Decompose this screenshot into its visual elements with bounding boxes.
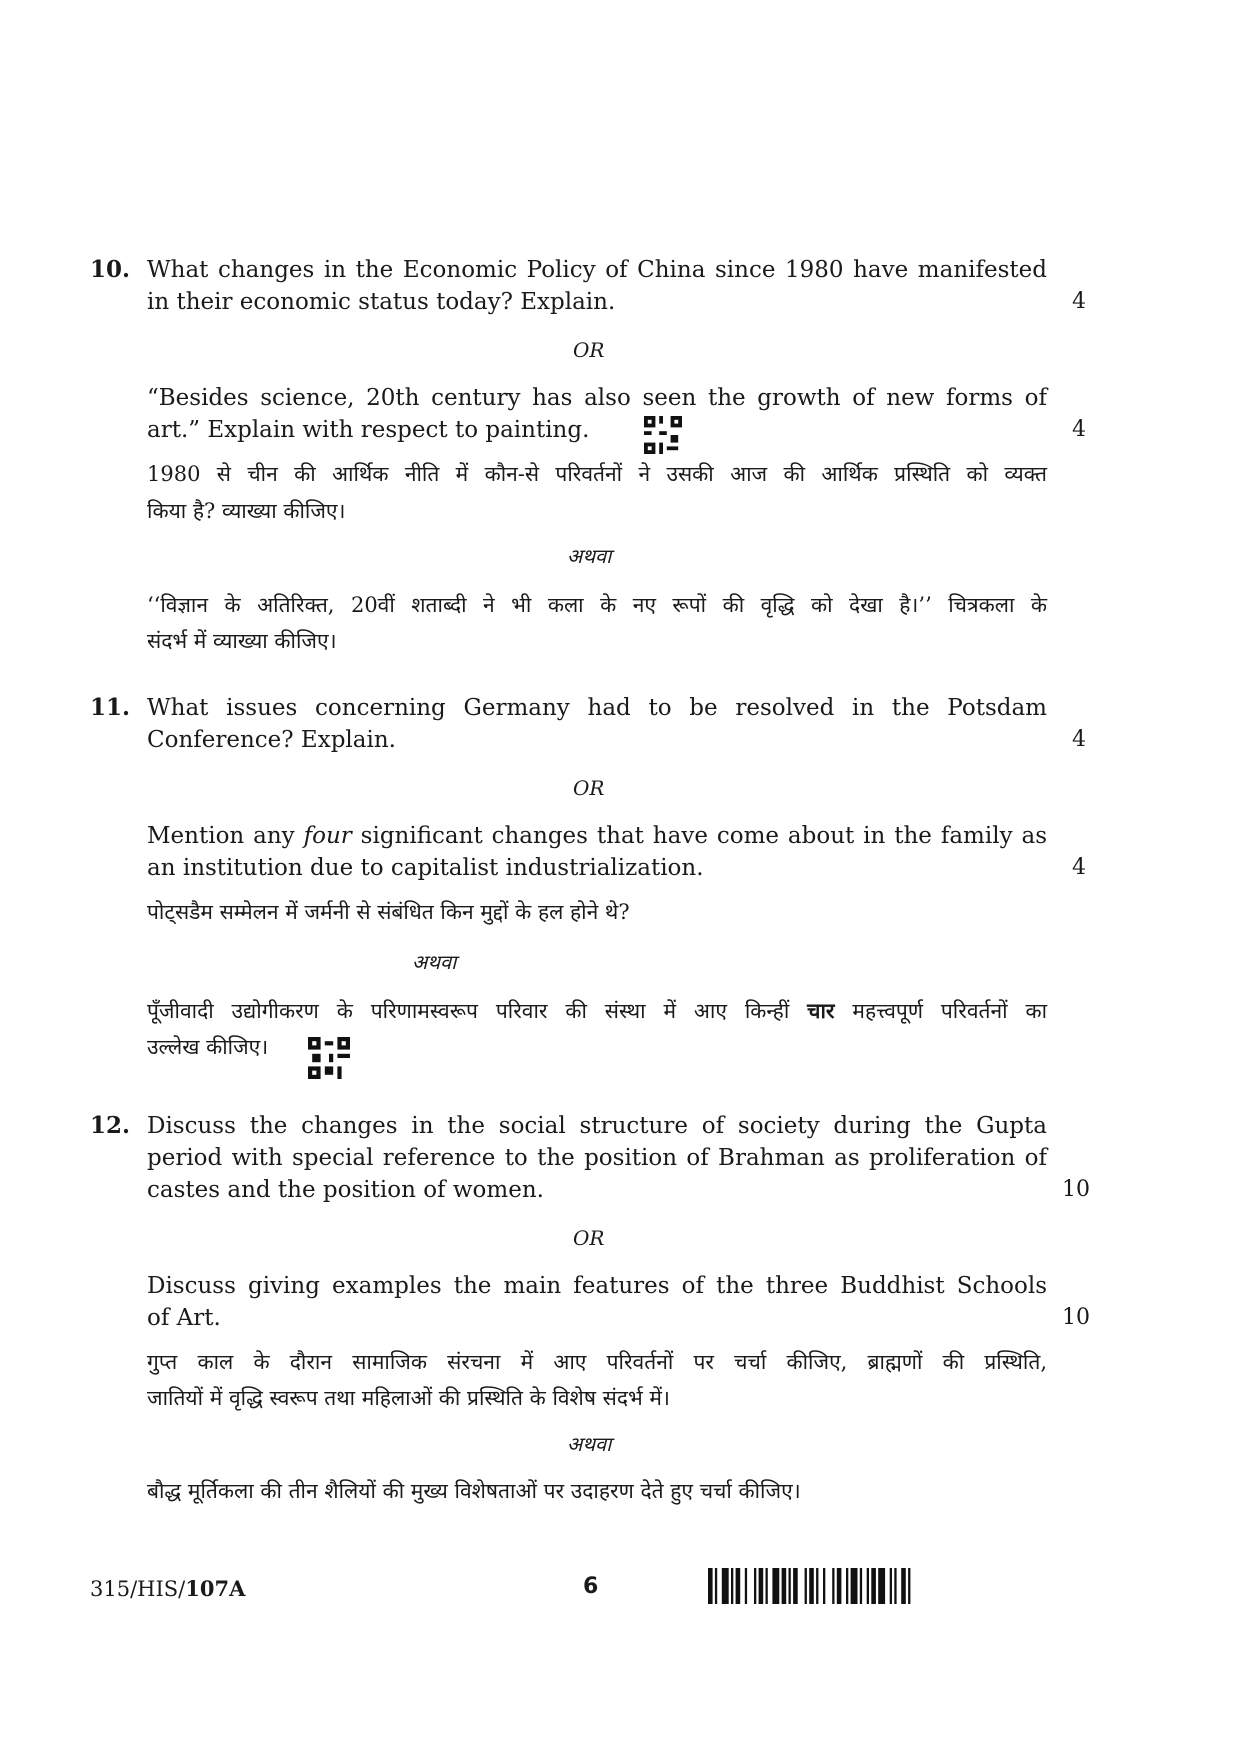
or-label-hindi: अथवा (567, 1432, 612, 1456)
barcode-bar (708, 1568, 713, 1604)
barcode-bar (823, 1568, 825, 1604)
alternative-text (147, 820, 1047, 852)
paper-code (90, 1576, 245, 1601)
hindi-text: 1980 से चीन की आर्थिक नीति में कौन-से परिवर्तनों ने उसकी आज की आर्थिक प्रस्थिति को व्यक्त (147, 462, 1047, 486)
hindi-text: जातियों में वृद्धि स्वरूप तथा महिलाओं की प्रस्थिति के विशेष संदर्भ में। (147, 1386, 670, 1410)
or-label: OR (573, 338, 605, 362)
barcode-bar (901, 1568, 906, 1604)
alternative-text: of Art. (147, 1305, 221, 1331)
barcode-bar (731, 1568, 733, 1604)
alternative-text-part: significant changes that have come about in the family as (351, 823, 1047, 849)
barcode-bar (782, 1568, 787, 1604)
question-text: Discuss the changes in the social structure of society during the Gupta (147, 1113, 1047, 1139)
barcode-bar (759, 1568, 764, 1604)
emphasis-text: four (303, 823, 352, 849)
bold-text: चार (807, 998, 835, 1023)
barcode-bar (832, 1568, 834, 1604)
paper-code-set: 107A (185, 1576, 246, 1601)
page-number: 6 (583, 1574, 599, 1599)
alternative-text-part: Mention any (147, 823, 304, 849)
barcode-bar (860, 1568, 862, 1604)
hindi-alternative-text (147, 995, 1047, 1027)
barcode-bar (736, 1568, 741, 1604)
alternative-text: Discuss giving examples the main features of the three Buddhist Schools (147, 1273, 1047, 1299)
barcode-icon (708, 1568, 998, 1604)
question-number: 10. (90, 256, 131, 283)
barcode-bar (793, 1568, 798, 1604)
question-text: Conference? Explain. (147, 727, 396, 753)
barcode-bar (766, 1568, 768, 1604)
barcode-bar (878, 1568, 885, 1604)
alternative-text: “Besides science, 20th century has also seen the growth of new forms of (147, 385, 1047, 411)
barcode-bar (789, 1568, 791, 1604)
hindi-alternative-text: संदर्भ में व्याख्या कीजिए। (147, 629, 337, 653)
barcode-bar (722, 1568, 729, 1604)
barcode-bar (745, 1568, 747, 1604)
barcode-bar (805, 1568, 807, 1604)
barcode-bar (908, 1568, 910, 1604)
question-text: in their economic status today? Explain. (147, 289, 616, 315)
question-text: What changes in the Economic Policy of China since 1980 have manifested (147, 257, 1047, 283)
question-number: 12. (90, 1112, 131, 1139)
barcode-bar (809, 1568, 814, 1604)
question-text: period with special reference to the position of Brahman as proliferation of (147, 1145, 1047, 1171)
barcode-bar (837, 1568, 842, 1604)
barcode-bar (867, 1568, 869, 1604)
hindi-alternative-part: महत्त्वपूर्ण परिवर्तनों का (834, 999, 1048, 1023)
qr-code-icon (308, 1037, 350, 1079)
alternative-text: an institution due to capitalist industrialization. (147, 855, 704, 881)
barcode-bar (816, 1568, 818, 1604)
barcode-bar (772, 1568, 779, 1604)
or-label-hindi: अथवा (412, 950, 457, 974)
question-text: What issues concerning Germany had to be resolved in the Potsdam (147, 695, 1047, 721)
barcode-bar (846, 1568, 848, 1604)
barcode-bar (851, 1568, 858, 1604)
marks: 10 (1062, 1177, 1090, 1202)
hindi-text: किया है? व्याख्या कीजिए। (147, 499, 346, 523)
question-number: 11. (90, 694, 131, 721)
paper-code-prefix: 315/HIS/ (90, 1577, 186, 1601)
hindi-text: गुप्त काल के दौरान सामाजिक संरचना में आए परिवर्तनों पर चर्चा कीजिए, ब्राह्मणों की प्रस्थिति, (147, 1350, 1047, 1374)
or-label: OR (573, 776, 605, 800)
barcode-bar (754, 1568, 756, 1604)
marks: 4 (1072, 289, 1086, 314)
hindi-alternative-text: उल्लेख कीजिए। (147, 1035, 269, 1059)
alternative-text: art.” Explain with respect to painting. (147, 417, 590, 443)
qr-code-icon (644, 416, 682, 454)
barcode-bar (871, 1568, 876, 1604)
or-label-hindi: अथवा (567, 544, 612, 568)
question-text: castes and the position of women. (147, 1177, 544, 1203)
barcode-bar (715, 1568, 717, 1604)
hindi-text: पोट्सडैम सम्मेलन में जर्मनी से संबंधित किन मुद्दों के हल होने थे? (147, 900, 630, 924)
barcode-bar (894, 1568, 896, 1604)
marks: 4 (1072, 727, 1086, 752)
hindi-alternative-text: बौद्ध मूर्तिकला की तीन शैलियों की मुख्य विशेषताओं पर उदाहरण देते हुए चर्चा कीजिए। (147, 1479, 801, 1503)
or-label: OR (573, 1226, 605, 1250)
marks: 4 (1072, 855, 1086, 880)
hindi-alternative-text: ‘‘विज्ञान के अतिरिक्त, 20वीं शताब्दी ने भी कला के नए रूपों की वृद्धि को देखा है।’’ चित्रकला के (147, 593, 1047, 617)
barcode-bar (890, 1568, 892, 1604)
marks: 10 (1062, 1305, 1090, 1330)
hindi-alternative-part: पूँजीवादी उद्योगीकरण के परिणामस्वरूप परिवार की संस्था में आए किन्हीं (147, 999, 808, 1023)
marks: 4 (1072, 417, 1086, 442)
